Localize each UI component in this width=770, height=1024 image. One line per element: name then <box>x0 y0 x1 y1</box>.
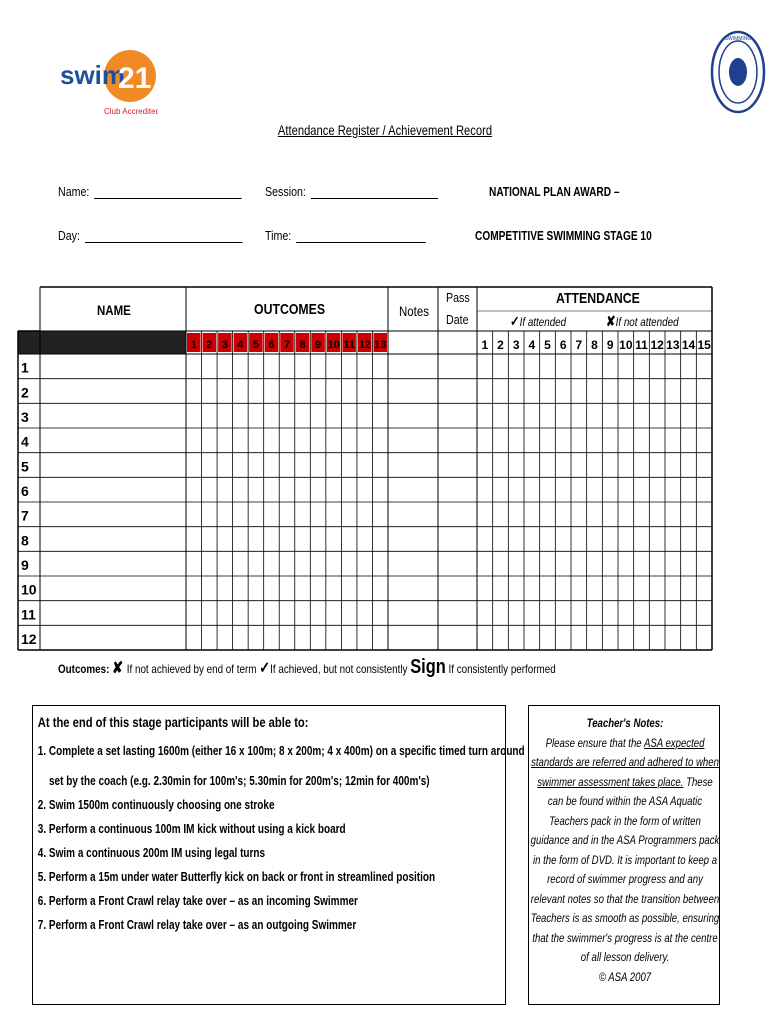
notes-text: Please ensure that the <box>545 735 642 750</box>
legend-not-achieved: If not achieved by end of term <box>126 662 257 676</box>
row-number: 8 <box>21 532 29 549</box>
session-label: Session: <box>265 184 306 199</box>
attendance-number: 1 <box>481 338 489 352</box>
logo-21-text: 21 <box>118 62 152 95</box>
row-number: 4 <box>21 433 29 450</box>
outcome-number: 9 <box>315 339 322 351</box>
legend-sign: Sign <box>410 656 446 678</box>
outcomes-header: OUTCOMES <box>254 301 326 318</box>
cross-icon: ✘ <box>606 313 616 329</box>
attendance-header: ATTENDANCE <box>556 290 640 307</box>
day-label: Day: <box>58 228 80 243</box>
goal-item: 2. Swim 1500m continuously choosing one stroke <box>37 798 275 812</box>
row-number: 10 <box>21 581 37 598</box>
attendance-number: 11 <box>635 338 648 352</box>
attendance-number: 14 <box>681 338 696 352</box>
row-number: 2 <box>21 384 29 401</box>
goal-item: 7. Perform a Front Crawl relay take over – as an outgoing Swimmer <box>37 918 357 932</box>
date-header: Date <box>446 312 469 327</box>
attendance-number: 12 <box>650 338 664 352</box>
outcome-number: 10 <box>327 339 340 351</box>
legend-consistent: If consistently performed <box>448 662 556 676</box>
goal-item: 4. Swim a continuous 200m IM using legal turns <box>37 846 266 860</box>
goal-item: 5. Perform a 15m under water Butterfly kick on back or front in streamlined position <box>37 870 436 884</box>
index-header-band <box>18 331 40 354</box>
outcome-number: 8 <box>299 339 306 351</box>
outcome-number: 12 <box>358 339 371 351</box>
copyright: © ASA 2007 <box>598 969 652 984</box>
notes-header: Notes <box>399 303 429 319</box>
row-number: 5 <box>21 458 29 475</box>
teacher-notes-title: Teacher's Notes: <box>586 716 664 730</box>
time-label: Time: <box>265 228 292 243</box>
not-attended-label: If not attended <box>615 315 679 329</box>
outcome-number: 13 <box>374 339 387 351</box>
attendance-number: 3 <box>512 338 520 352</box>
seal-text: SWIMMING <box>724 36 752 42</box>
award-line-2: COMPETITIVE SWIMMING STAGE 10 <box>475 228 652 243</box>
outcome-number: 3 <box>221 339 228 351</box>
stage-goals-box <box>32 705 525 1005</box>
goal-item: set by the coach (e.g. 2.30min for 100m's; 5.30min for 200m's; 12min for 400m's) <box>49 774 430 788</box>
notes-underlined: ASA expected standards are referred and adhered to when swimmer assessment takes place. <box>531 735 719 789</box>
outcomes-legend <box>58 656 556 679</box>
goal-item: 6. Perform a Front Crawl relay take over – as an incoming Swimmer <box>37 894 358 908</box>
attendance-number: 8 <box>591 338 598 352</box>
outcome-number: 5 <box>252 339 259 351</box>
attendance-number: 9 <box>606 338 614 352</box>
attendance-number: 2 <box>497 338 504 352</box>
row-number: 12 <box>21 631 37 647</box>
attended-legend <box>510 313 566 330</box>
award-line-1: NATIONAL PLAN AWARD – <box>489 184 620 199</box>
attendance-number: 6 <box>559 338 567 352</box>
check-icon: ✓ <box>510 313 520 329</box>
outcome-number: 7 <box>283 339 291 351</box>
pass-header: Pass <box>446 290 470 305</box>
row-number: 9 <box>21 557 29 573</box>
name-label: Name: <box>58 184 90 199</box>
outcome-number: 11 <box>343 339 355 351</box>
logo-swim-text: swim <box>60 60 126 90</box>
outcome-number: 6 <box>268 339 275 351</box>
attended-label: If attended <box>519 315 567 329</box>
notes-text: These can be found within the ASA Aquatic Teachers pack in the form of written guidance and in the ASA Programmers pack in the form of DVD. It is important to keep a record of swimmer progress and any relevant notes so that the transition between Teachers is as smooth as possible, ensuring that the swimmer's progress is at the centre of all lesson delivery. <box>530 774 720 964</box>
outcome-number: 2 <box>206 339 213 351</box>
outcome-number: 1 <box>190 339 197 351</box>
attendance-number: 10 <box>619 338 633 352</box>
row-number: 7 <box>21 507 29 524</box>
outcome-number: 4 <box>237 339 244 351</box>
row-number: 11 <box>21 606 36 623</box>
teacher-notes-box <box>528 705 720 1005</box>
goals-title: At the end of this stage participants will be able to: <box>37 714 309 730</box>
logo-tagline: Club Accredited <box>104 107 158 116</box>
legend-achieved: If achieved, but not consistently <box>270 662 408 676</box>
goal-item: 3. Perform a continuous 100m IM kick without using a kick board <box>37 822 346 836</box>
teacher-notes-body <box>529 734 721 968</box>
row-number: 1 <box>21 359 29 376</box>
attendance-number: 5 <box>544 338 551 352</box>
legend-label: Outcomes: <box>58 662 110 676</box>
cross-icon: ✘ <box>112 660 127 677</box>
attendance-number: 7 <box>575 338 583 352</box>
attendance-number: 13 <box>666 338 680 352</box>
row-number: 3 <box>21 409 29 425</box>
page-title: Attendance Register / Achievement Record <box>277 122 493 138</box>
attendance-number: 15 <box>697 338 711 352</box>
check-icon: ✓ <box>259 660 271 677</box>
goal-item: 1. Complete a set lasting 1600m (either 16 x 100m; 8 x 200m; 4 x 400m) on a specific timed turn around <box>37 744 525 758</box>
attendance-number: 4 <box>528 338 536 352</box>
not-attended-legend <box>606 313 679 330</box>
name-header-band <box>40 331 186 354</box>
row-number: 6 <box>21 483 29 499</box>
name-header: NAME <box>97 302 131 318</box>
